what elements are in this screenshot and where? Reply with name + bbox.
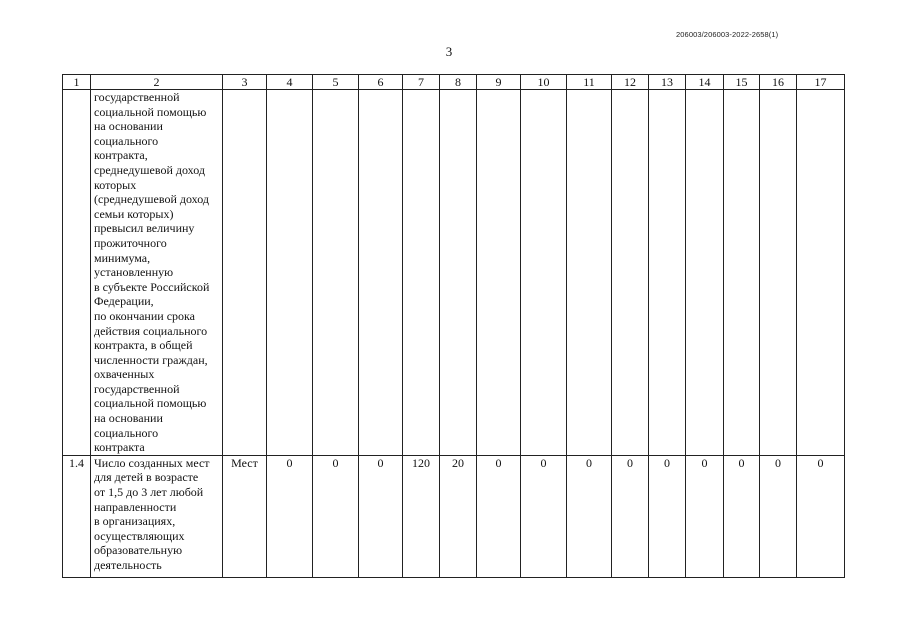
value-cell: 0 — [797, 455, 845, 577]
column-header: 2 — [91, 75, 223, 90]
column-header: 6 — [359, 75, 403, 90]
column-header: 11 — [567, 75, 612, 90]
value-cell: 0 — [760, 455, 797, 577]
value-cell: 0 — [267, 455, 313, 577]
column-header: 5 — [313, 75, 359, 90]
value-cell — [760, 90, 797, 456]
column-header: 7 — [403, 75, 440, 90]
column-header: 10 — [521, 75, 567, 90]
column-header: 13 — [649, 75, 686, 90]
page-number: 3 — [445, 44, 453, 59]
value-cell — [724, 90, 760, 456]
value-cell: 20 — [440, 455, 477, 577]
value-cell — [313, 90, 359, 456]
value-cell: 0 — [477, 455, 521, 577]
indicator-description: Число созданных мест для детей в возрасте от 1,5 до 3 лет любой направленности в организациях, осуществляющих образовательную деятельность — [91, 455, 223, 577]
value-cell: 0 — [521, 455, 567, 577]
row-number: 1.4 — [63, 455, 91, 577]
unit-cell: Мест — [223, 455, 267, 577]
column-number-row — [63, 75, 845, 90]
column-header: 17 — [797, 75, 845, 90]
document-id: 206003/206003-2022-2658(1) — [676, 30, 779, 39]
row-number — [63, 90, 91, 456]
value-cell — [477, 90, 521, 456]
column-header: 1 — [63, 75, 91, 90]
value-cell — [649, 90, 686, 456]
table-row — [63, 455, 845, 577]
value-cell — [440, 90, 477, 456]
value-cell — [521, 90, 567, 456]
value-cell: 0 — [567, 455, 612, 577]
table-row — [63, 90, 845, 456]
column-header: 16 — [760, 75, 797, 90]
value-cell: 0 — [612, 455, 649, 577]
value-cell — [359, 90, 403, 456]
value-cell — [612, 90, 649, 456]
value-cell — [403, 90, 440, 456]
column-header: 3 — [223, 75, 267, 90]
column-header: 4 — [267, 75, 313, 90]
value-cell — [686, 90, 724, 456]
value-cell — [567, 90, 612, 456]
column-header: 9 — [477, 75, 521, 90]
value-cell: 0 — [313, 455, 359, 577]
column-header: 8 — [440, 75, 477, 90]
value-cell: 0 — [686, 455, 724, 577]
unit-cell — [223, 90, 267, 456]
column-header: 12 — [612, 75, 649, 90]
value-cell: 120 — [403, 455, 440, 577]
indicator-table — [62, 74, 845, 578]
value-cell — [267, 90, 313, 456]
value-cell: 0 — [359, 455, 403, 577]
value-cell: 0 — [724, 455, 760, 577]
column-header: 14 — [686, 75, 724, 90]
column-header: 15 — [724, 75, 760, 90]
value-cell: 0 — [649, 455, 686, 577]
value-cell — [797, 90, 845, 456]
indicator-description: государственной социальной помощью на основании социального контракта, среднедушевой доход которых (среднедушевой доход семьи которых) превысил величину прожиточного минимума, установленную в субъекте Российской Федерации, по окончании срока действия социального контракта, в общей численности граждан, охваченных государственной социальной помощью на основании социального контракта — [91, 90, 223, 456]
